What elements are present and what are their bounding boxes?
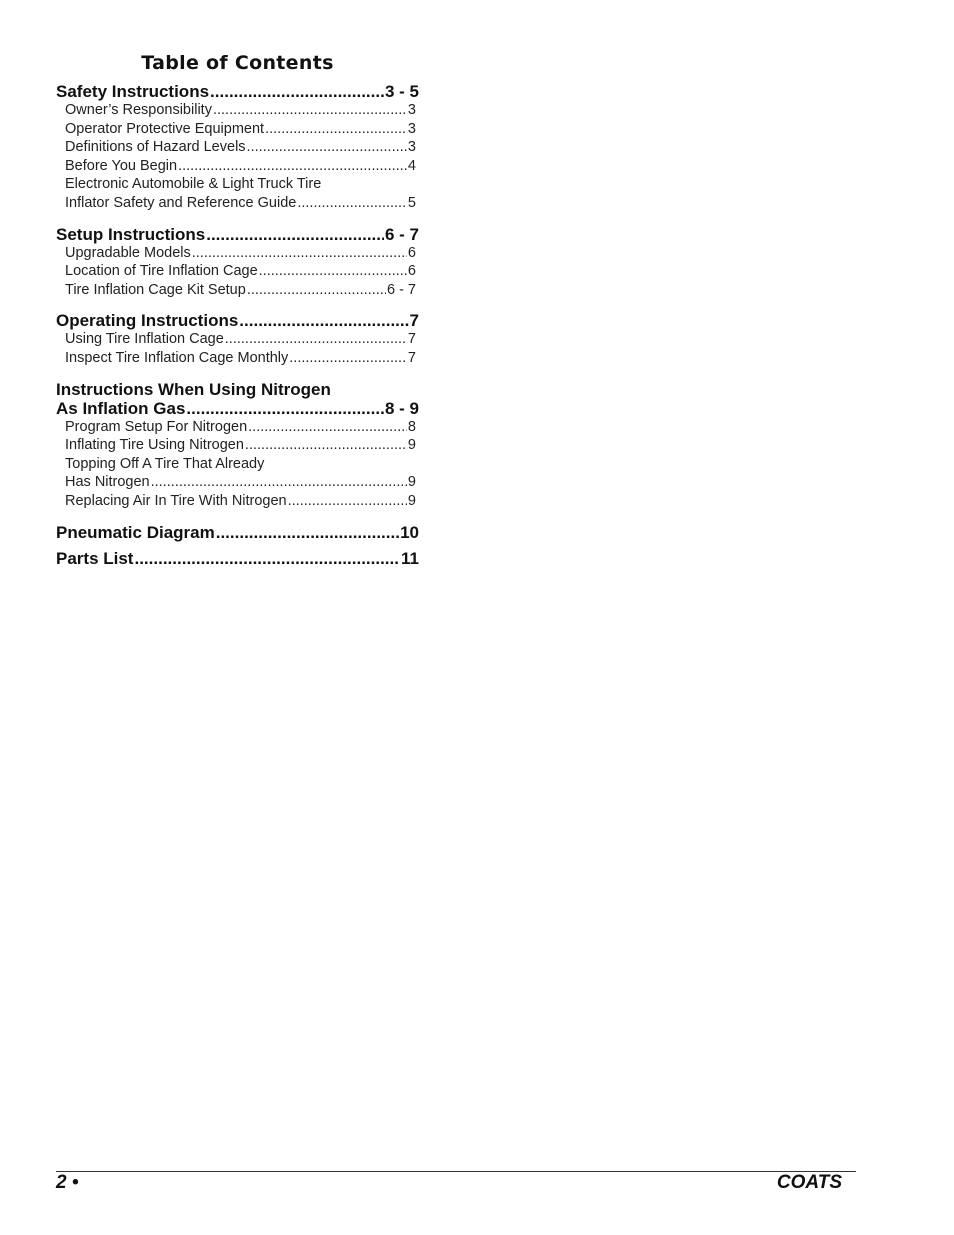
toc-subentry-line1[interactable]: Electronic Automobile & Light Truck Tire xyxy=(65,176,322,193)
leader-dots xyxy=(239,311,408,330)
toc-section-pneumatic xyxy=(56,523,419,542)
toc-subentry-page: 5 xyxy=(407,194,416,211)
toc-entry-title: Operating Instructions xyxy=(56,311,239,331)
toc-subentry-line1[interactable]: Topping Off A Tire That Already xyxy=(65,455,265,472)
leader-dots xyxy=(192,244,407,263)
toc-entry-page: 6 - 7 xyxy=(384,224,419,244)
toc-subentry-title: Upgradable Models xyxy=(65,244,191,261)
toc-subentry-page: 7 xyxy=(407,349,416,366)
toc-title: Table of Contents xyxy=(141,52,334,74)
leader-dots xyxy=(248,418,407,437)
toc-subentry-title: Has Nitrogen xyxy=(65,474,150,491)
toc-subentry-title: Operator Protective Equipment xyxy=(65,120,265,137)
toc-subentry[interactable] xyxy=(56,330,419,349)
toc-subentry-page: 8 xyxy=(407,418,416,435)
toc-subentry-page: 9 xyxy=(407,474,416,491)
toc-subentry[interactable] xyxy=(56,194,419,213)
leader-dots xyxy=(134,549,400,568)
toc-entry-title: Setup Instructions xyxy=(56,224,206,244)
toc-subentry-title: Using Tire Inflation Cage xyxy=(65,331,224,348)
toc-subentry-page: 4 xyxy=(407,157,416,174)
leader-dots xyxy=(186,399,384,418)
leader-dots xyxy=(259,262,407,281)
leader-dots xyxy=(151,473,407,492)
toc-entry-page: 7 xyxy=(409,311,419,331)
toc-subentry-page: 3 xyxy=(407,139,416,156)
toc-subentry-title: Definitions of Hazard Levels xyxy=(65,139,246,156)
toc-entry-title: Parts List xyxy=(56,548,134,568)
toc-subentry[interactable] xyxy=(56,157,419,176)
toc-subentry-page: 9 xyxy=(407,492,416,509)
toc-subentry-page: 9 xyxy=(407,437,416,454)
toc-subentry-page: 3 xyxy=(407,120,416,137)
toc-entry-page: 3 - 5 xyxy=(384,82,419,101)
toc-section-setup xyxy=(56,225,419,300)
toc-subentry-title: Before You Begin xyxy=(65,157,178,174)
toc-subentry[interactable] xyxy=(56,418,419,437)
toc-subentry[interactable] xyxy=(56,244,419,263)
footer-rule xyxy=(56,1171,856,1172)
toc-subentry-title: Tire Inflation Cage Kit Setup xyxy=(65,281,246,298)
footer-page-number: 2 • xyxy=(56,1172,79,1193)
toc-subentry[interactable] xyxy=(56,492,419,511)
toc-subentry-page: 3 xyxy=(407,102,416,118)
leader-dots xyxy=(297,194,407,213)
toc-entry-page: 10 xyxy=(400,522,419,542)
leader-dots xyxy=(178,157,407,176)
toc-subentry[interactable] xyxy=(56,138,419,157)
table-of-contents xyxy=(56,52,419,580)
leader-dots xyxy=(225,330,407,349)
toc-subentry-title: Location of Tire Inflation Cage xyxy=(65,263,258,280)
toc-section-nitrogen xyxy=(56,380,419,511)
toc-subentry[interactable] xyxy=(56,262,419,281)
toc-subentry-title: Replacing Air In Tire With Nitrogen xyxy=(65,492,287,509)
toc-entry-title: As Inflation Gas xyxy=(56,398,186,418)
leader-dots xyxy=(245,436,407,455)
toc-entry[interactable] xyxy=(56,523,419,542)
toc-subentry-title: Inspect Tire Inflation Cage Monthly xyxy=(65,349,289,366)
toc-entry[interactable] xyxy=(56,311,419,330)
leader-dots xyxy=(288,492,407,511)
leader-dots xyxy=(216,523,399,542)
toc-subentry-title: Inflator Safety and Reference Guide xyxy=(65,194,297,211)
toc-entry-page: 11 xyxy=(401,548,419,568)
footer-brand: COATS xyxy=(776,1172,842,1193)
toc-entry[interactable] xyxy=(56,82,419,101)
toc-subentry[interactable] xyxy=(56,473,419,492)
toc-entry-page: 8 - 9 xyxy=(384,398,419,418)
toc-subentry-page: 7 xyxy=(407,331,416,348)
toc-subentry[interactable] xyxy=(56,436,419,455)
toc-section-operating xyxy=(56,311,419,367)
toc-subentry-title: Owner’s Responsibility xyxy=(65,102,212,118)
toc-subentry-title: Inflating Tire Using Nitrogen xyxy=(65,437,244,454)
toc-subentry-page: 6 xyxy=(407,244,416,261)
toc-subentry-title: Program Setup For Nitrogen xyxy=(65,418,248,435)
toc-subentry[interactable] xyxy=(56,120,419,139)
toc-entry-title-line1[interactable]: Instructions When Using Nitrogen xyxy=(56,379,331,399)
toc-entry-title: Pneumatic Diagram xyxy=(56,522,215,542)
leader-dots xyxy=(289,349,407,368)
leader-dots xyxy=(213,101,407,120)
toc-subentry-page: 6 xyxy=(407,263,416,280)
toc-subentry[interactable] xyxy=(56,101,419,120)
toc-section-safety xyxy=(56,82,419,213)
toc-entry-title: Safety Instructions xyxy=(56,82,210,101)
toc-entry[interactable] xyxy=(56,549,419,568)
leader-dots xyxy=(247,138,407,157)
leader-dots xyxy=(265,120,407,139)
toc-subentry[interactable] xyxy=(56,349,419,368)
leader-dots xyxy=(210,82,384,101)
toc-entry[interactable] xyxy=(56,399,419,418)
toc-subentry[interactable] xyxy=(56,281,419,300)
toc-subentry-page: 6 - 7 xyxy=(386,281,416,298)
toc-section-parts xyxy=(56,549,419,568)
leader-dots xyxy=(206,225,384,244)
leader-dots xyxy=(247,281,386,300)
toc-entry[interactable] xyxy=(56,225,419,244)
